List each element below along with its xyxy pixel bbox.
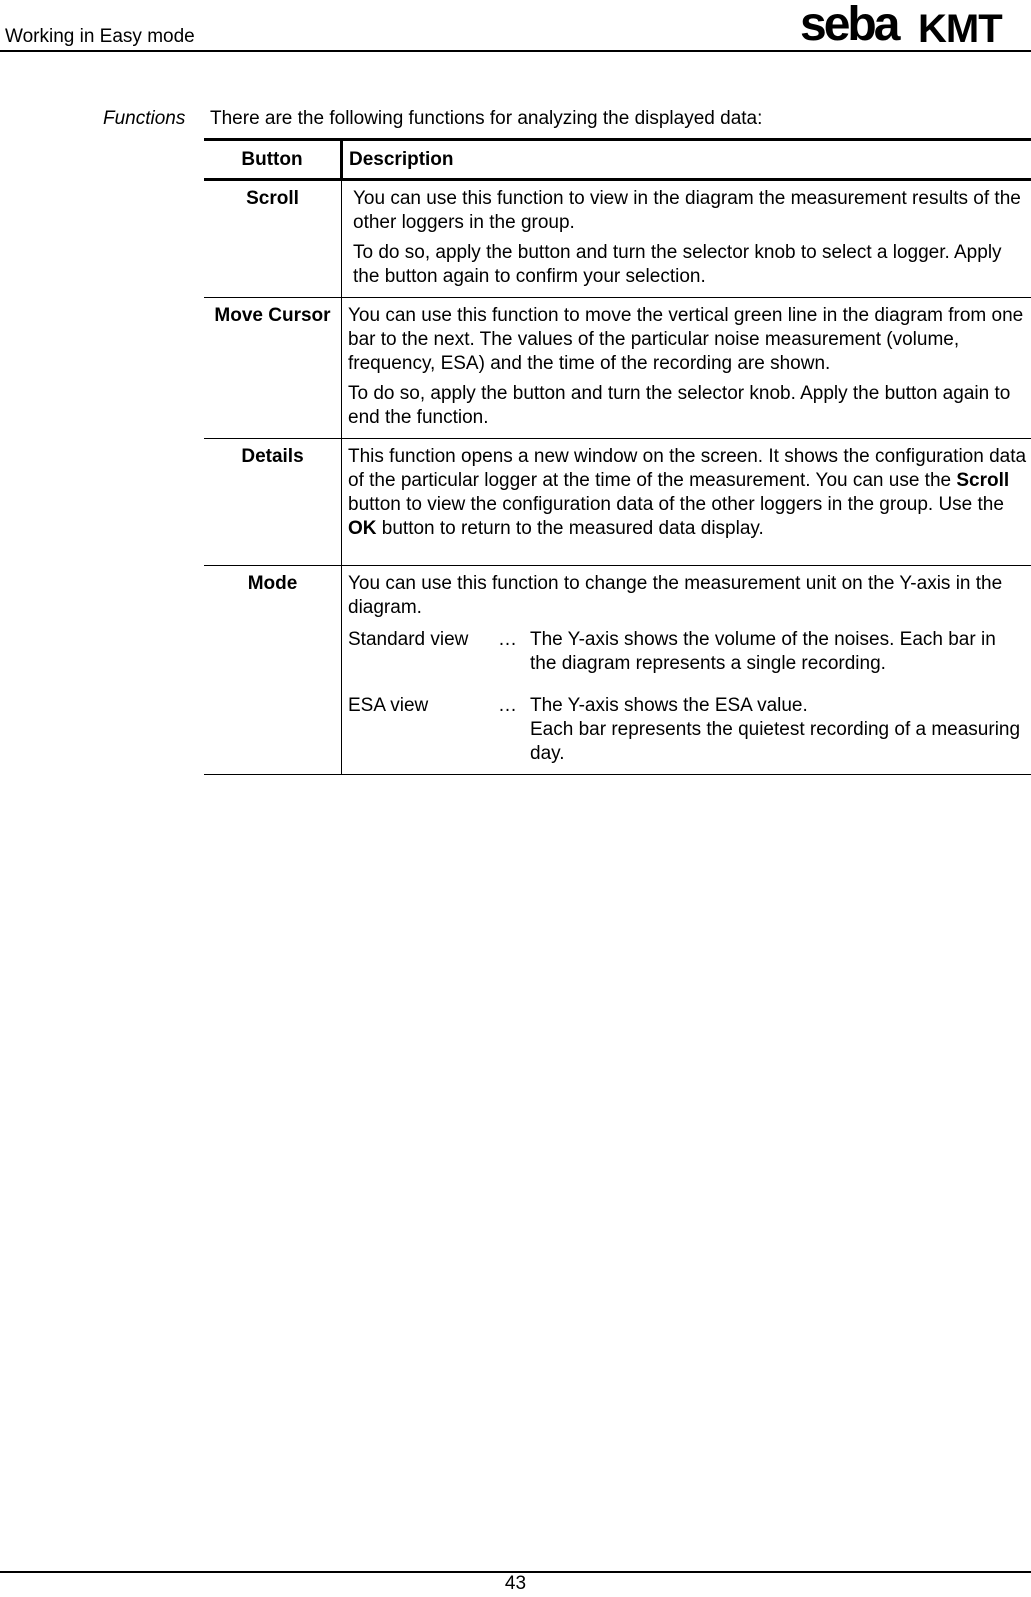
button-name-details: Details — [204, 439, 342, 566]
column-header-description: Description — [342, 140, 1031, 180]
view-label: Standard view — [348, 629, 469, 650]
functions-table — [204, 138, 1031, 775]
running-header: Working in Easy mode — [5, 26, 195, 47]
description-paragraph: You can use this function to view in the diagram the measurement results of the other loggers in the group. — [353, 188, 1021, 233]
description-paragraph: You can use this function to move the vertical green line in the diagram from one bar to the next. The values of the particular noise measurement (volume, frequency, ESA) and the time of the recording are shown. — [348, 305, 1024, 374]
view-definition — [348, 628, 1027, 676]
description-text: button to return to the measured data display. — [376, 518, 764, 539]
table-row — [204, 298, 1031, 439]
description-cell — [342, 566, 1031, 775]
sebakmt-logo — [800, 2, 1025, 46]
page-number: 43 — [504, 1573, 527, 1594]
description-text: button to view the configuration data of the other loggers in the group. Use the — [348, 494, 1004, 515]
column-header-button: Button — [204, 140, 342, 180]
table-row — [204, 439, 1031, 566]
header-rule — [0, 50, 1031, 52]
view-definition — [348, 694, 1027, 766]
view-description — [530, 694, 1027, 766]
view-ellipsis: … — [498, 629, 517, 650]
view-description-line: Each bar represents the quietest recording of a measuring day. — [530, 719, 1021, 764]
section-intro: There are the following functions for analyzing the displayed data: — [210, 108, 763, 129]
description-cell — [342, 439, 1031, 566]
description-paragraph: To do so, apply the button and turn the selector knob. Apply the button again to end the function. — [348, 383, 1011, 428]
table-row — [204, 566, 1031, 775]
description-paragraph: To do so, apply the button and turn the selector knob to select a logger. Apply the button again to confirm your selection. — [353, 242, 1002, 287]
button-name-move-cursor: Move Cursor — [204, 298, 342, 439]
view-description-line: The Y-axis shows the ESA value. — [530, 695, 808, 716]
description-cell — [342, 298, 1031, 439]
table-header-row — [204, 140, 1031, 180]
description-paragraph: You can use this function to change the measurement unit on the Y-axis in the diagram. — [348, 573, 1003, 618]
description-text: This function opens a new window on the screen. It shows the configuration data of the particular logger at the time of the measurement. You can use the — [348, 446, 1027, 491]
svg-text:seba: seba — [800, 2, 898, 46]
table-row — [204, 180, 1031, 298]
scroll-keyword: Scroll — [956, 470, 1010, 491]
section-label: Functions — [103, 108, 186, 129]
view-label: ESA view — [348, 695, 429, 716]
button-name-scroll: Scroll — [204, 180, 342, 298]
svg-text:KMT: KMT — [918, 7, 1002, 46]
view-description: The Y-axis shows the volume of the noises. Each bar in the diagram represents a single recording. — [530, 629, 996, 674]
description-cell — [342, 180, 1031, 298]
button-name-mode: Mode — [204, 566, 342, 775]
ok-keyword: OK — [348, 518, 377, 539]
view-ellipsis: … — [498, 695, 517, 716]
